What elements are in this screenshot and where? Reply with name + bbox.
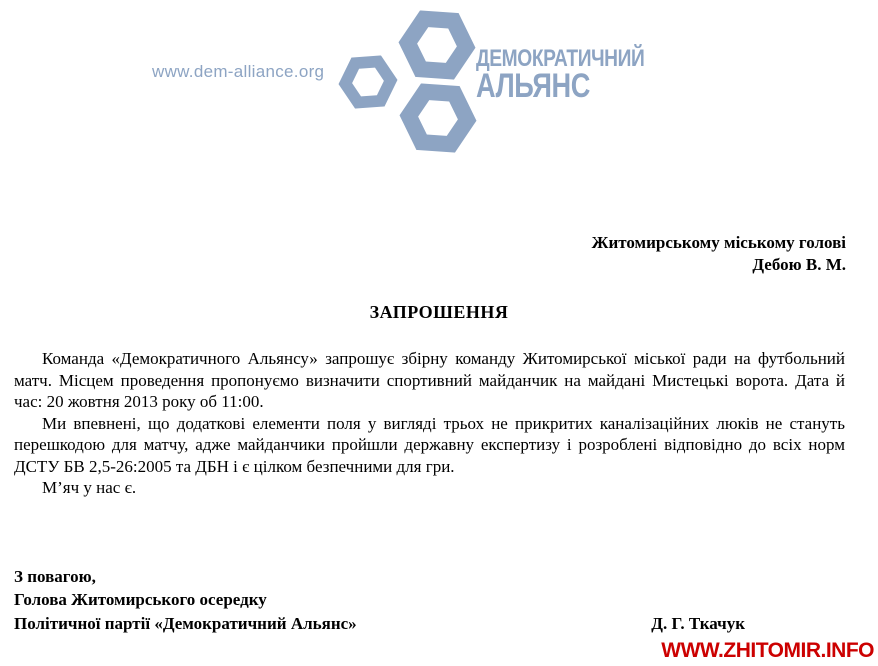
closing-line-2: Голова Житомирського осередку [14,590,267,609]
site-watermark: WWW.ZHITOMIR.INFO [661,639,874,662]
closing-line-1: З повагою, [14,566,96,586]
letterhead [0,0,878,160]
party-wordmark [476,45,645,105]
party-wordmark-line2: АЛЬЯНС [476,67,591,105]
closing-block [14,565,845,636]
closing-line-3: Політичної партії «Демократичний Альянс» [14,613,357,633]
paragraph-1: Команда «Демократичного Альянсу» запрошує збірну команду Житомирської міської ради на футбольний матч. Місцем проведення пропонуємо визначити спортивний майданчик на майдані Мистецькі ворота. Дата й час: 20 жовтня 2013 року об 11:00. [14,349,845,411]
paragraph-2: Ми впевнені, що додаткові елементи поля у вигляді трьох не прикритих каналізаційних люків не стануть перешкодою для матчу, адже майданчики пройшли державну експертизу і розроблені відповідно до всіх норм ДСТУ БВ 2,5-26:2005 та ДБН і є цілком безпечними для гри. [14,413,845,476]
hexagons-logo-icon [337,2,479,154]
recipient-block [0,232,878,276]
signature-row [14,612,845,636]
paragraph-3: М’яч у нас є. [42,478,137,497]
letter-body [14,348,845,499]
letter-title: ЗАПРОШЕННЯ [369,302,509,322]
signer-name: Д. Г. Ткачук [651,613,745,633]
recipient-line-2: Дебою В. М. [752,255,846,274]
recipient-line-1: Житомирському міському голові [591,233,846,252]
party-website-text: www.dem-alliance.org [152,62,325,81]
party-wordmark-line1: ДЕМОКРАТИЧНИЙ [476,45,645,72]
